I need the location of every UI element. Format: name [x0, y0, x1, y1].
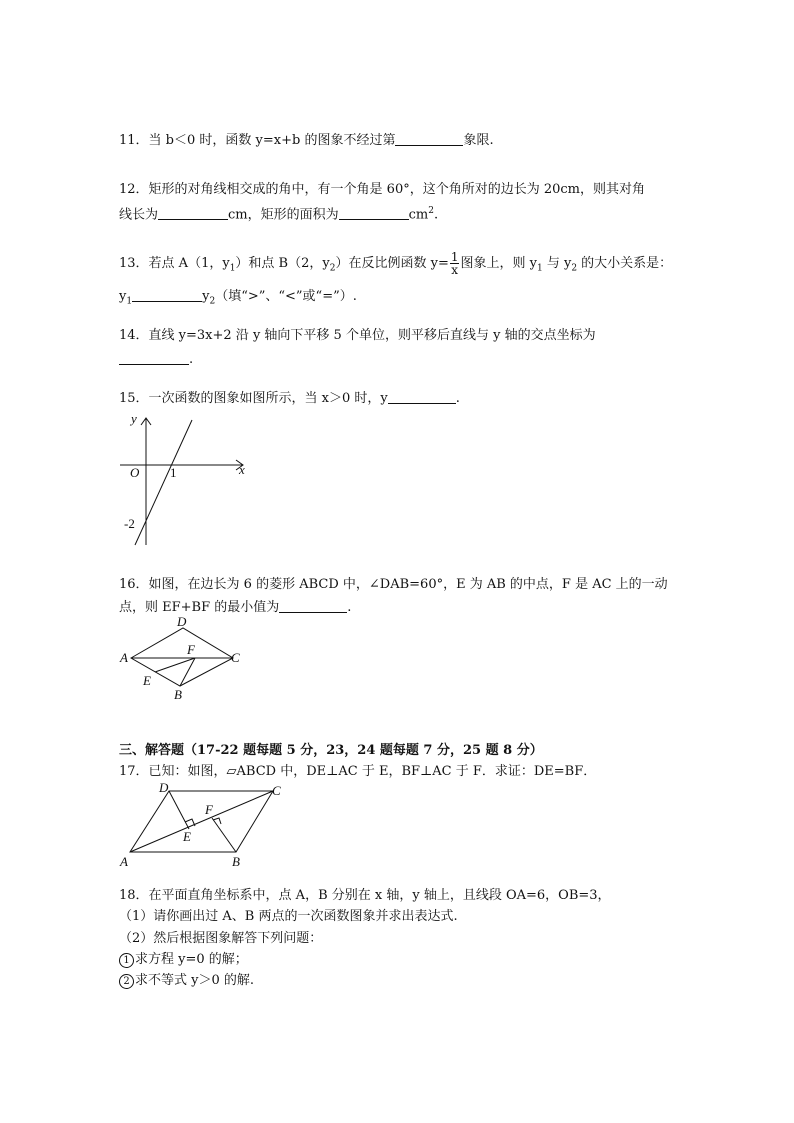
q15-function-line — [135, 420, 192, 545]
q17-figure — [115, 778, 295, 868]
q13-l2-y1: y — [119, 289, 127, 304]
q13-l2-hint: （填“>”、“<”或“=”）. — [215, 289, 357, 304]
q12-blank-1[interactable] — [158, 205, 228, 220]
q15-label-1: 1 — [170, 465, 177, 480]
q13-t4: 图象上，则 y — [460, 256, 537, 271]
q15-label-neg2: -2 — [124, 516, 135, 531]
q13-den: x — [451, 263, 459, 277]
q11-text-end: 象限. — [463, 133, 494, 148]
question-18-line3 — [119, 930, 322, 948]
question-18-line1 — [119, 887, 611, 905]
question-18-line4 — [119, 951, 248, 969]
q12-end: . — [433, 207, 439, 223]
q16-answer-blank[interactable] — [279, 598, 347, 613]
q13-s1: 1 — [229, 263, 236, 274]
q14-text: 14．直线 y=3x+2 沿 y 轴向下平移 5 个单位，则平移后直线与 y 轴的交点坐标为 — [119, 328, 596, 343]
q14-answer-blank[interactable] — [119, 350, 189, 365]
section-3-title: 三、解答题（17-22 题每题 5 分，23，24 题每题 7 分，25 题 8 分） — [119, 743, 543, 758]
q16-end: . — [347, 600, 352, 615]
q11-text: 11．当 b＜0 时，函数 y=x+b 的图象不经过第 — [119, 133, 396, 148]
q16-label-a: A — [120, 650, 128, 665]
q17-label-a: A — [120, 854, 128, 869]
question-13-line1 — [119, 251, 672, 278]
q13-l2-s1: 1 — [126, 296, 133, 307]
question-15 — [119, 389, 460, 408]
q18-text-5: 求不等式 y＞0 的解. — [135, 973, 255, 988]
q16-label-d: D — [177, 614, 187, 629]
q12-text-a: 线长为 — [119, 207, 159, 223]
q15-figure — [115, 410, 255, 550]
q12-unit-sup: 2 — [428, 206, 434, 216]
question-11 — [119, 131, 494, 150]
section-3-heading — [119, 742, 543, 760]
question-16-line1 — [119, 576, 668, 594]
q16-text: 16．如图，在边长为 6 的菱形 ABCD 中，∠DAB=60°，E 为 AB 的中点，F 是 AC 上的一动 — [119, 577, 668, 592]
q16-label-f: F — [187, 642, 195, 657]
q13-fraction — [450, 251, 460, 276]
q17-segment-bf — [212, 818, 236, 852]
q12-unit: cm — [408, 207, 429, 223]
q13-s3: 1 — [536, 263, 543, 274]
q13-s4: 2 — [571, 263, 578, 274]
q15-end: . — [455, 391, 460, 406]
q18-text-2: （1）请你画出过 A、B 两点的一次函数图象并求出表达式. — [119, 909, 458, 924]
q17-label-d: D — [159, 780, 169, 795]
q16-text-2: 点，则 EF+BF 的最小值为 — [119, 600, 280, 615]
q17-text: 17．已知：如图，▱ABCD 中，DE⊥AC 于 E，BF⊥AC 于 F．求证：DE=BF． — [119, 764, 597, 779]
q13-t1: 13．若点 A（1，y — [119, 256, 230, 271]
q17-diagonal-ac — [130, 791, 273, 852]
question-14-line1 — [119, 327, 596, 345]
q13-t2: ）和点 B（2，y — [235, 256, 330, 271]
q13-t6: 的大小关系是： — [577, 256, 673, 271]
q16-label-e: E — [143, 673, 151, 688]
question-18-line2 — [119, 908, 458, 926]
q17-label-b: B — [232, 854, 240, 869]
q13-t3: ）在反比例函数 y= — [335, 256, 449, 271]
question-12-line1 — [119, 181, 645, 199]
question-14-line2 — [119, 350, 193, 369]
q12-blank-2[interactable] — [339, 205, 409, 220]
q13-num: 1 — [450, 250, 459, 264]
q15-label-x: x — [239, 462, 245, 477]
circled-number-1: 1 — [119, 953, 134, 968]
q13-t5: 与 y — [542, 256, 572, 271]
question-18-line5 — [119, 972, 254, 990]
q17-label-e: E — [183, 829, 191, 844]
q15-answer-blank[interactable] — [388, 389, 456, 404]
q16-label-c: C — [231, 650, 240, 665]
question-13-line2 — [119, 287, 357, 311]
q17-segment-de — [169, 791, 189, 829]
q13-l2-s2: 2 — [209, 296, 216, 307]
q17-label-f: F — [205, 802, 213, 817]
question-12-line2 — [119, 202, 438, 224]
q14-end: . — [189, 352, 194, 367]
q15-label-y: y — [131, 411, 137, 426]
q12-text: 12．矩形的对角线相交成的角中，有一个角是 60°，这个角所对的边长为 20cm，则其对角 — [119, 182, 645, 197]
q16-label-b: B — [174, 687, 182, 702]
q16-figure — [115, 612, 255, 704]
circled-number-2: 2 — [119, 974, 134, 989]
q15-text: 15．一次函数的图象如图所示，当 x＞0 时，y — [119, 391, 388, 406]
q11-answer-blank[interactable] — [395, 131, 463, 146]
q18-text-1: 18．在平面直角坐标系中，点 A，B 分别在 x 轴，y 轴上，且线段 OA=6，OB=3， — [119, 888, 611, 903]
q13-l2-y2: y — [202, 289, 210, 304]
q13-answer-blank[interactable] — [132, 287, 202, 302]
q12-text-b: cm，矩形的面积为 — [228, 207, 339, 223]
q18-text-4: 求方程 y=0 的解； — [135, 952, 248, 967]
q17-label-c: C — [272, 783, 281, 798]
q15-label-origin: O — [130, 465, 140, 480]
q13-s2: 2 — [329, 263, 336, 274]
q18-text-3: （2）然后根据图象解答下列问题： — [119, 931, 323, 946]
